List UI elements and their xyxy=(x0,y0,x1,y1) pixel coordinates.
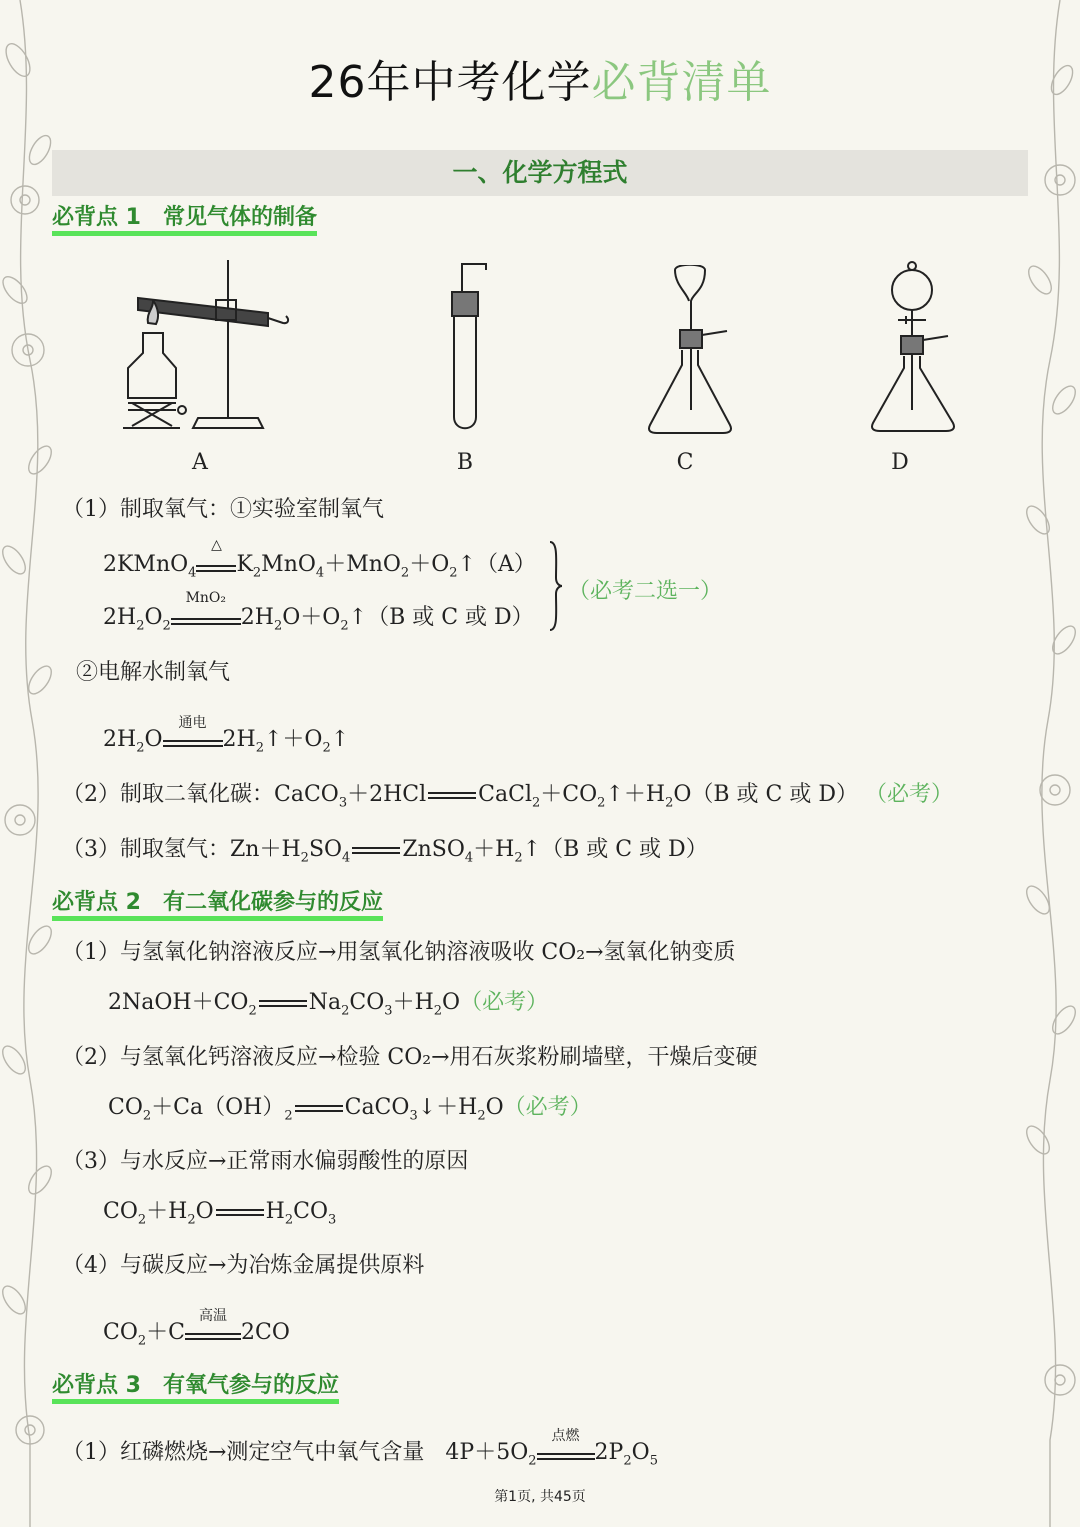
eq-naoh: $2NaOH+CO_2$ $Na_2CO_3+H_2O$（必考） xyxy=(108,990,549,1019)
p2-item-3: （3）与水反应→正常雨水偏弱酸性的原因 xyxy=(62,1149,469,1174)
apparatus-c-icon xyxy=(645,265,735,435)
o2-heading: （1）制取氧气：①实验室制氧气 xyxy=(62,497,384,522)
eq-caoh2: $CO_2+Ca(OH)_2$ $CaCO_3↓+H_2O$（必考） xyxy=(108,1095,592,1124)
apparatus-a-icon xyxy=(118,258,293,436)
electrolysis-heading: ②电解水制氧气 xyxy=(76,660,231,685)
eq-phosphorus: （1）红磷燃烧→测定空气中氧气含量 $4P+5O_2$ 点燃 $2P_2O_5$ xyxy=(62,1435,658,1468)
co2-must: （必考） xyxy=(865,782,954,807)
point-1-heading xyxy=(52,200,317,236)
apparatus-b-icon xyxy=(442,262,492,434)
cond-mno2: MnO₂ xyxy=(185,590,227,607)
choose-note: （必考二选一） xyxy=(568,579,723,604)
p2-item-4: （4）与碳反应→为冶炼金属提供原料 xyxy=(62,1253,425,1278)
eq-kmno4: 2KMnO$_4$ △ $K_2MnO_4+MnO_2+O_2↑(A)$ xyxy=(103,537,536,581)
cond-high-temp: 高温 xyxy=(199,1308,227,1325)
apparatus-label-b: B xyxy=(456,450,474,475)
apparatus-label-a: A xyxy=(192,450,208,475)
kmno4-note: （A） xyxy=(475,552,536,577)
point-3-name: 有氧气参与的反应 xyxy=(162,1373,339,1398)
co2-note: （B 或 C 或 D） xyxy=(691,782,859,807)
point-3-label: 必背点 3 xyxy=(52,1373,141,1398)
eq-co: $CO_2+C$ 高温 2CO xyxy=(103,1315,290,1348)
h2-heading: （3）制取氢气： xyxy=(62,837,230,862)
floral-border-right-icon xyxy=(1020,0,1080,1527)
brace-icon xyxy=(548,540,564,632)
point-2-name: 有二氧化碳参与的反应 xyxy=(162,890,383,915)
title-dark: 26年中考化学 xyxy=(308,57,592,108)
title-green: 必背清单 xyxy=(591,57,772,108)
h2o2-note: （B 或 C 或 D） xyxy=(367,605,534,630)
eq-electrolysis: $2H_2O$ 通电 $2H_2↑+O_2↑$ xyxy=(103,722,349,755)
caoh2-must: （必考） xyxy=(503,1095,592,1120)
cond-ignite: 点燃 xyxy=(551,1428,580,1445)
p2-item-1: （1）与氢氧化钠溶液反应→用氢氧化钠溶液吸收 CO₂→氢氧化钠变质 xyxy=(62,940,736,965)
point-3-heading xyxy=(52,1368,339,1404)
cond-heat: △ xyxy=(211,537,222,554)
p3-item-1: （1）红磷燃烧→测定空气中氧气含量 xyxy=(62,1440,425,1465)
h2-note: （B 或 C 或 D） xyxy=(541,837,708,862)
point-2-heading xyxy=(52,885,383,921)
apparatus-label-d: D xyxy=(891,450,909,475)
cond-electric: 通电 xyxy=(178,715,207,732)
eq-h2o2: $2H_2O_2$ MnO₂ $2H_2O+O_2↑(B$ 或 C 或 D） xyxy=(103,590,534,634)
naoh-must: （必考） xyxy=(460,990,549,1015)
eq-co2-prep: （2）制取二氧化碳：CaCO$_3$＋2HCl $CaCl_2+CO_2↑+H_2O(B$ 或 C 或 D） （必考） xyxy=(62,782,954,811)
floral-border-left-icon xyxy=(0,0,60,1527)
p2-item-2: （2）与氢氧化钙溶液反应→检验 CO₂→用石灰浆粉刷墙壁，干燥后变硬 xyxy=(62,1045,758,1070)
eq-h2co3: $CO_2+H_2O$ $H_2CO_3$ xyxy=(103,1199,337,1228)
eq-h2-prep: （3）制取氢气：$Zn+H_2SO_4$ $ZnSO_4+H_2↑(B$ 或 C 或 D） xyxy=(62,837,708,866)
point-2-label: 必背点 2 xyxy=(52,890,141,915)
co2-heading: （2）制取二氧化碳： xyxy=(62,782,274,807)
page-title xyxy=(0,46,1080,110)
apparatus-d-icon xyxy=(868,258,960,434)
apparatus-label-c: C xyxy=(676,450,694,475)
point-1-label: 必背点 1 xyxy=(52,205,141,230)
page-footer: 第1页, 共45页 xyxy=(494,1489,586,1505)
section-heading: 一、化学方程式 xyxy=(52,150,1028,196)
point-1-name: 常见气体的制备 xyxy=(162,205,317,230)
